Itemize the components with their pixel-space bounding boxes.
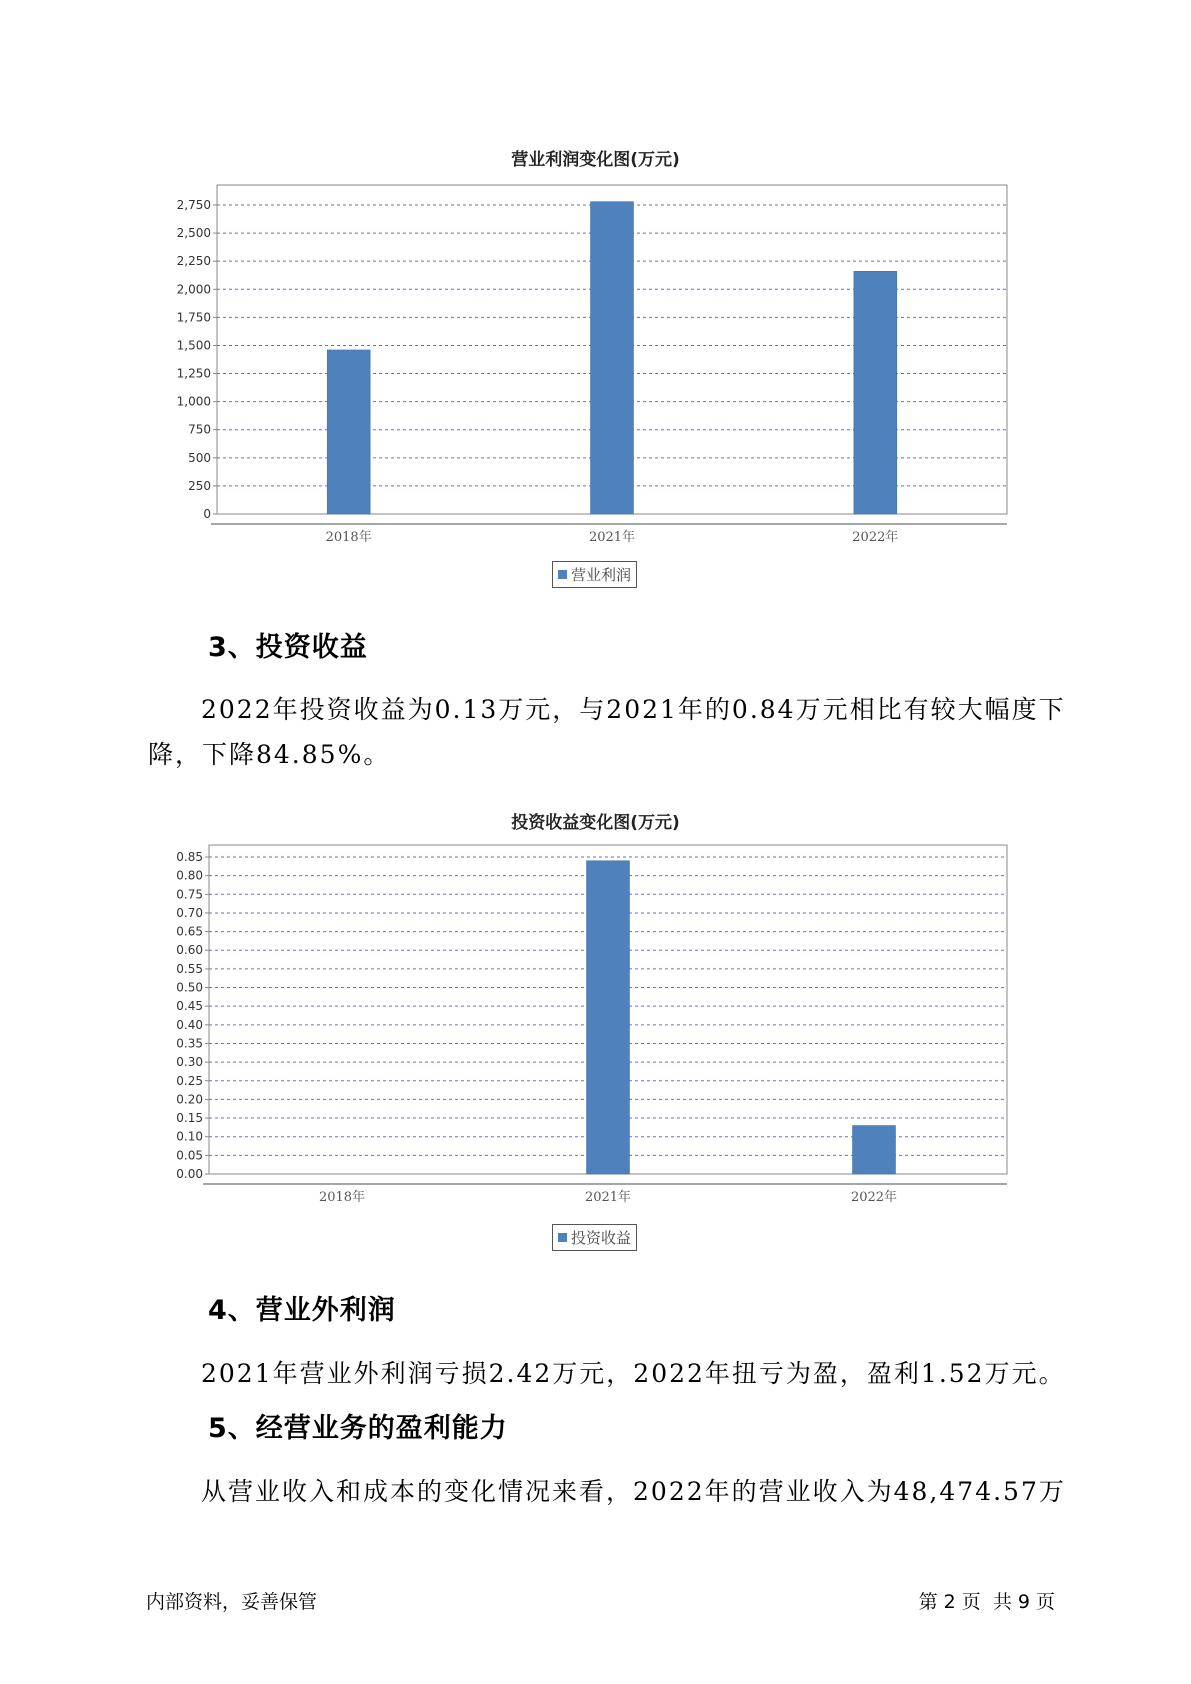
section-heading: 5、经营业务的盈利能力 (208, 1413, 508, 1444)
y-tick-label: 1,250 (176, 366, 211, 381)
y-tick-label: 0.15 (176, 1111, 203, 1126)
legend-label: 营业利润 (571, 566, 632, 584)
y-tick-label: 2,000 (176, 282, 211, 297)
y-tick-label: 500 (188, 450, 211, 465)
y-tick-label: 0.50 (176, 980, 203, 995)
x-tick-label: 2018年 (325, 530, 372, 545)
y-tick-label: 0.80 (176, 868, 203, 883)
x-tick-label: 2021年 (588, 530, 636, 545)
y-tick-label: 0.35 (176, 1036, 203, 1051)
y-tick-label: 1,750 (176, 310, 211, 325)
legend-swatch (558, 1233, 567, 1242)
y-tick-label: 0.30 (176, 1055, 203, 1070)
x-tick-label: 2021年 (584, 1190, 632, 1205)
y-tick-label: 750 (188, 422, 211, 437)
paragraph-line: 2021年营业外利润亏损2.42万元，2022年扭亏为盈，盈利1.52万元。 (201, 1359, 1066, 1388)
y-tick-label: 0.70 (176, 905, 203, 920)
section-heading: 4、营业外利润 (208, 1295, 396, 1326)
paragraph-line: 2022年投资收益为0.13万元，与2021年的0.84万元相比有较大幅度下 (201, 695, 1066, 724)
y-tick-label: 0.25 (176, 1073, 203, 1088)
chart-legend (552, 1224, 637, 1251)
y-tick-label: 1,000 (176, 394, 211, 409)
bar (853, 1126, 896, 1174)
section-heading: 3、投资收益 (208, 632, 368, 663)
y-tick-label: 0.20 (176, 1092, 203, 1107)
y-tick-label: 0.10 (176, 1129, 203, 1144)
paragraph-line: 降，下降84.85%。 (148, 740, 391, 769)
y-tick-label: 2,250 (176, 254, 211, 269)
y-tick-label: 0 (203, 507, 211, 521)
x-tick-label: 2022年 (852, 530, 899, 545)
y-tick-label: 0.00 (176, 1167, 203, 1181)
legend-label: 投资收益 (571, 1229, 632, 1247)
y-tick-label: 2,750 (176, 198, 211, 212)
y-tick-label: 2,500 (176, 226, 211, 241)
y-tick-label: 0.40 (176, 1017, 203, 1032)
y-tick-label: 1,500 (176, 338, 211, 353)
y-tick-label: 0.85 (176, 850, 203, 864)
y-tick-label: 0.75 (176, 887, 203, 902)
y-tick-label: 250 (188, 478, 211, 493)
x-tick-label: 2018年 (318, 1190, 366, 1205)
paragraph-line: 从营业收入和成本的变化情况来看，2022年的营业收入为48,474.57万 (201, 1477, 1066, 1506)
y-tick-label: 0.55 (176, 961, 203, 976)
y-tick-label: 0.60 (176, 943, 203, 958)
chart-title: 投资收益变化图(万元) (511, 813, 680, 833)
y-tick-label: 0.05 (176, 1148, 203, 1163)
footer-page-number: 第 2 页 共 9 页 (918, 1591, 1055, 1613)
x-tick-label: 2022年 (850, 1190, 898, 1205)
y-tick-label: 0.45 (176, 999, 203, 1014)
y-tick-label: 0.65 (176, 924, 203, 939)
chart-title: 营业利润变化图(万元) (511, 150, 680, 170)
bar (587, 861, 630, 1174)
footer-confidential: 内部资料，妥善保管 (146, 1591, 318, 1613)
